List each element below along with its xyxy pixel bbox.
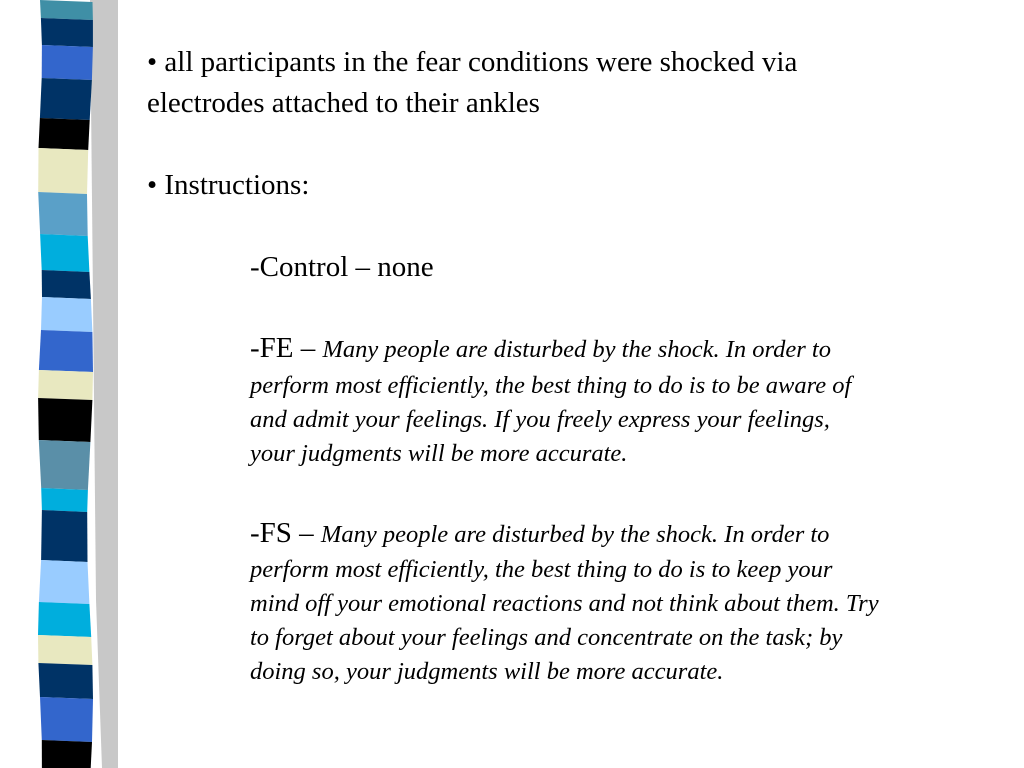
bullet-participants-line1: • all participants in the fear conditions were shocked via (147, 46, 798, 78)
control-condition: -Control – none (250, 251, 434, 283)
bullet-instructions: • Instructions: (147, 169, 310, 201)
fs-text-line: mind off your emotional reactions and not think about them. Try (250, 590, 879, 617)
fs-text-line: doing so, your judgments will be more accurate. (250, 658, 724, 685)
fs-label: -FS – (250, 517, 321, 549)
fs-text-line: perform most efficiently, the best thing to do is to keep your (250, 556, 833, 583)
fe-label: -FE – (250, 332, 323, 364)
fe-text-line: and admit your feelings. If you freely express your feelings, (250, 406, 830, 433)
bullet-participants-line2: electrodes attached to their ankles (147, 87, 540, 119)
fe-text-line: perform most efficiently, the best thing to do is to be aware of (250, 372, 852, 399)
fs-text-line: Many people are disturbed by the shock. In order to (320, 521, 830, 548)
fs-condition-line1 (250, 519, 829, 548)
fs-text-line: to forget about your feelings and concentrate on the task; by (250, 624, 843, 651)
fe-condition-line1 (250, 334, 831, 363)
fe-text-line: Many people are disturbed by the shock. In order to (322, 336, 831, 363)
fe-text-line: your judgments will be more accurate. (250, 440, 628, 467)
